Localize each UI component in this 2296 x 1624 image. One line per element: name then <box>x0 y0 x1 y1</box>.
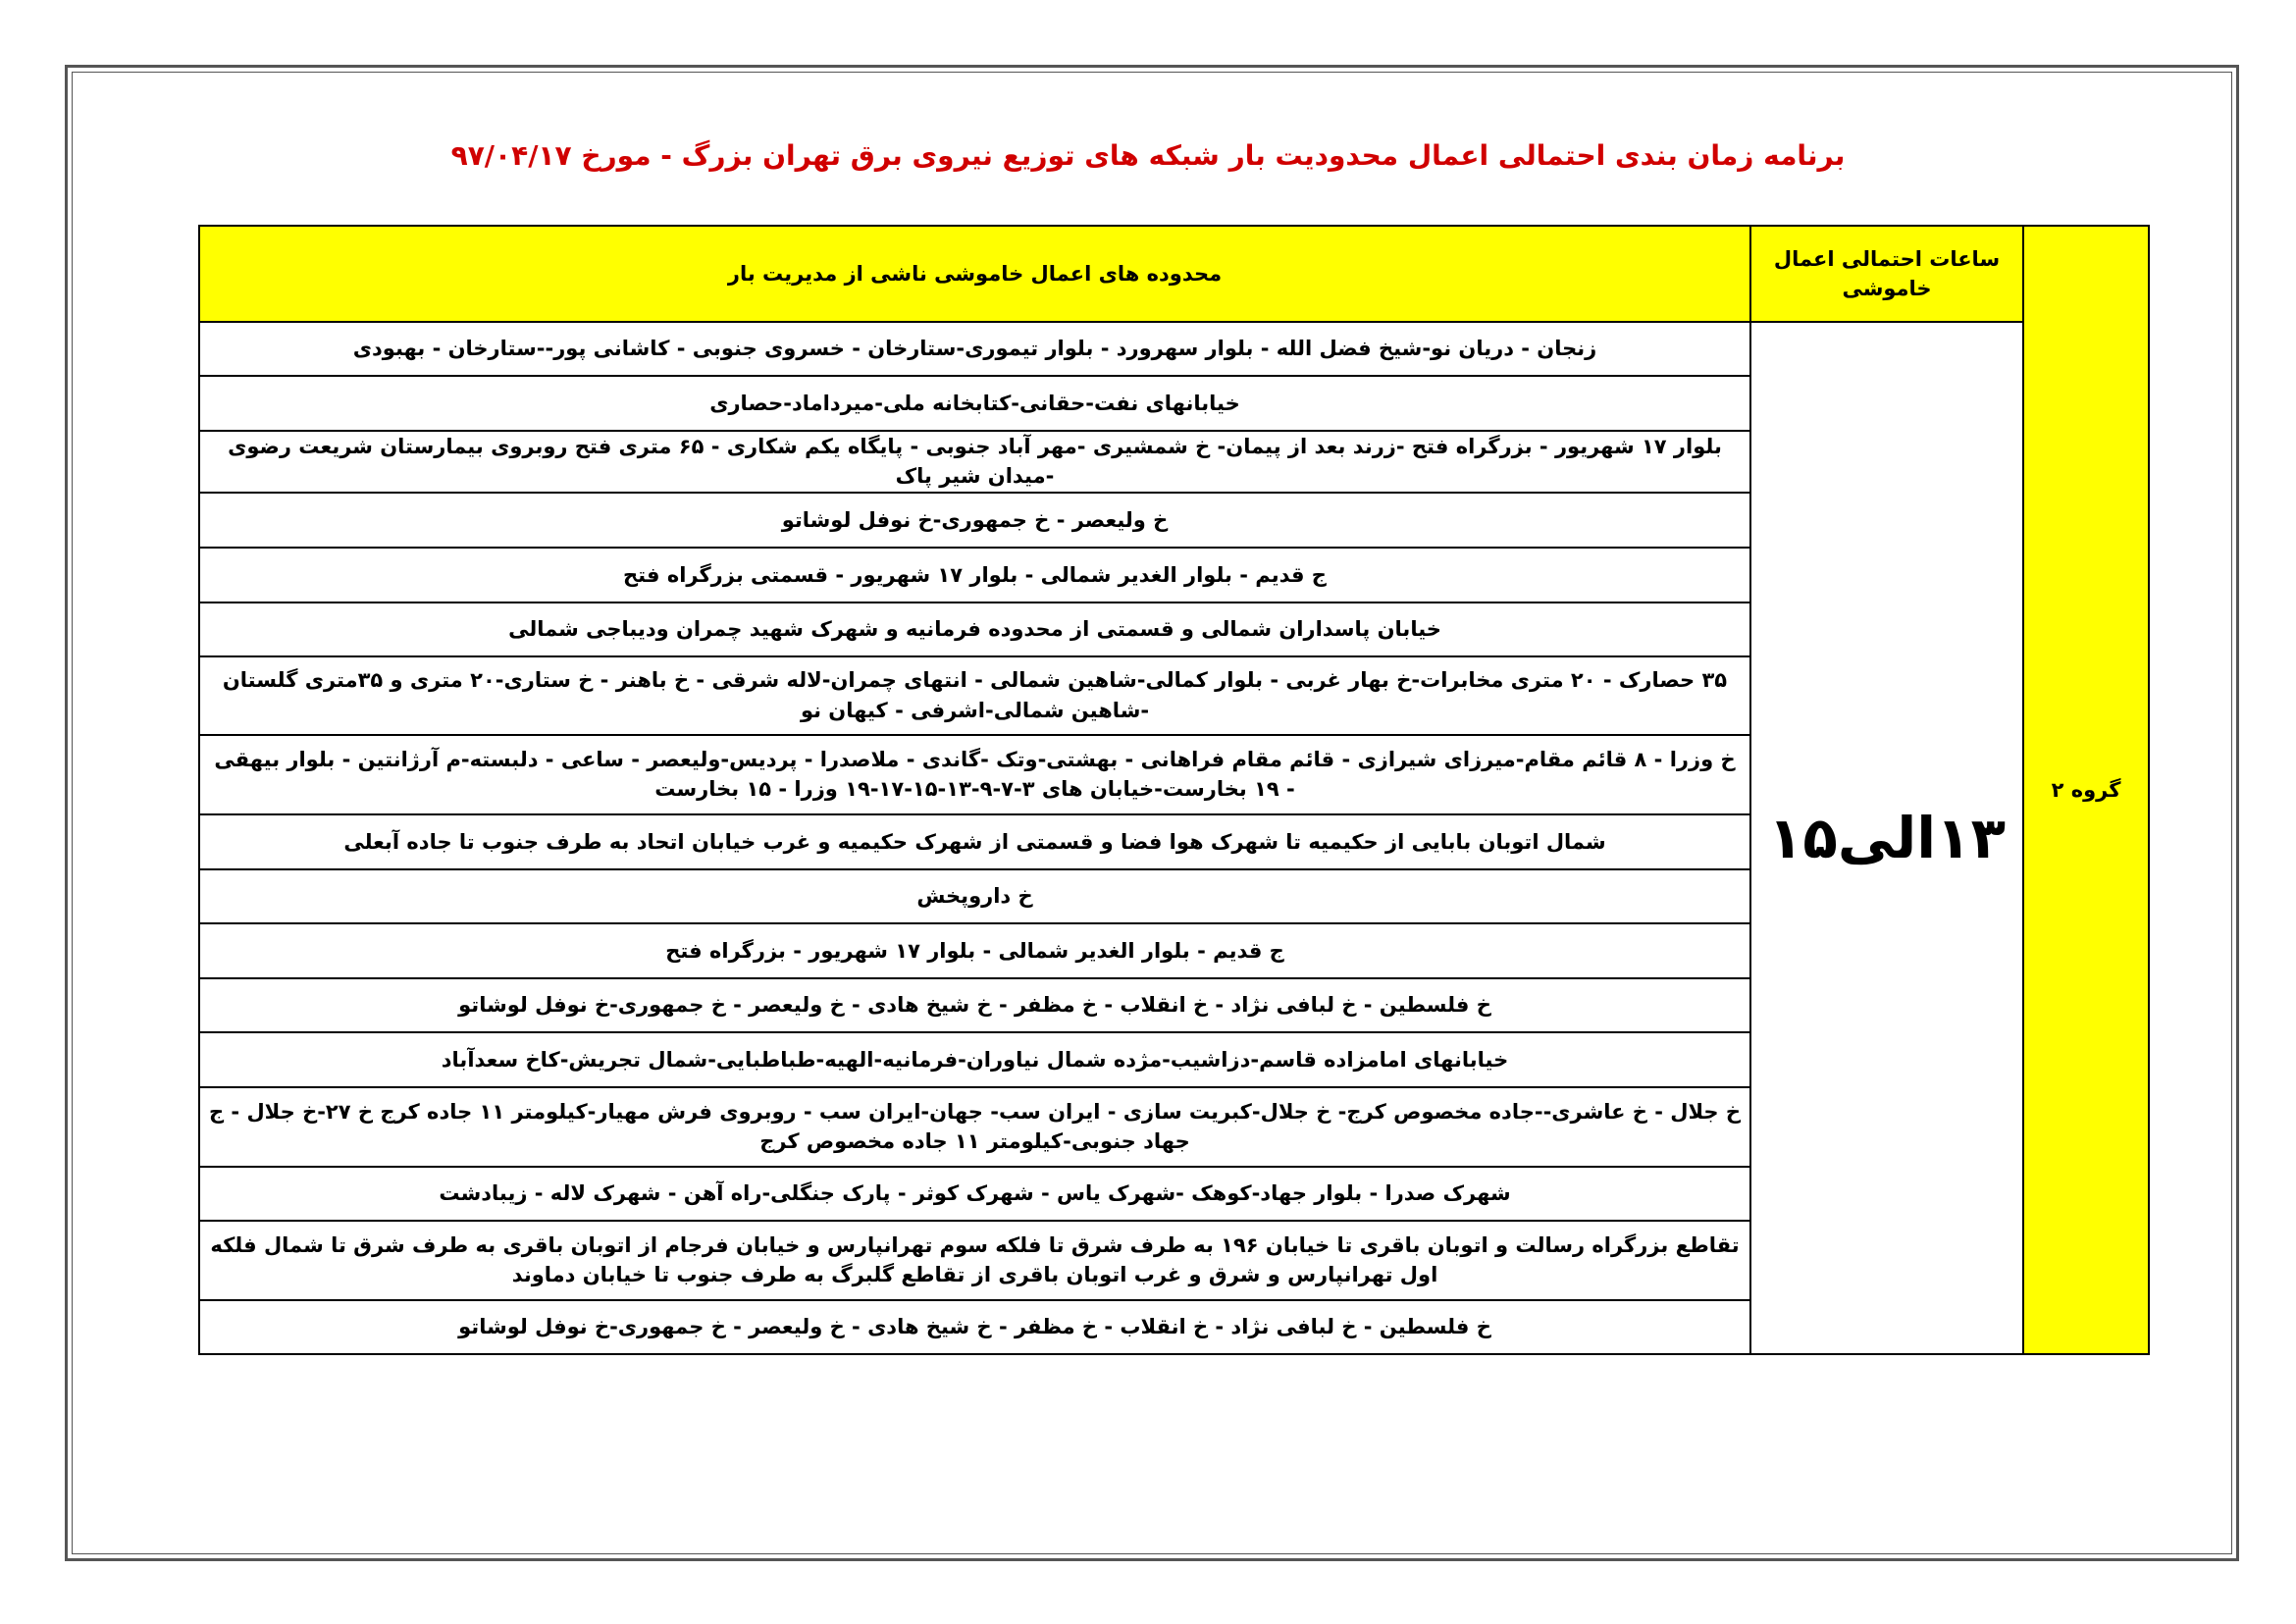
area-cell: ج قدیم - بلوار الغدیر شمالی - بلوار ۱۷ شهریور - بزرگراه فتح <box>199 923 1750 978</box>
area-cell: شمال اتوبان بابایی از حکیمیه تا شهرک هوا فضا و قسمتی از شهرک حکیمیه و غرب خیابان اتحاد به طرف جنوب تا جاده آبعلی <box>199 814 1750 869</box>
area-cell: خ فلسطین - خ لبافی نژاد - خ انقلاب - خ مظفر - خ شیخ هادی - خ ولیعصر - خ جمهوری-خ نوفل لوشاتو <box>199 1300 1750 1354</box>
area-cell: خیابانهای امامزاده قاسم-دزاشیب-مژده شمال نیاوران-فرمانیه-الهیه-طباطبایی-شمال تجریش-کاخ سعدآباد <box>199 1032 1750 1087</box>
area-cell: ج قدیم - بلوار الغدیر شمالی - بلوار ۱۷ شهریور - قسمتی بزرگراه فتح <box>199 548 1750 602</box>
area-cell: خ جلال - خ عاشری--جاده مخصوص کرج- خ جلال-کبریت سازی - ایران سب- جهان-ایران سب - روبروی فرش مهیار-کیلومتر ۱۱ جاده کرج خ ۲۷-خ جلال - ج جهاد جنوبی-کیلومتر ۱۱ جاده مخصوص کرج <box>199 1087 1750 1167</box>
area-cell: خ وزرا - ۸ قائم مقام-میرزای شیرازی - قائم مقام فراهانی - بهشتی-وتک -گاندی - ملاصدرا - پردیس-ولیعصر - ساعی - دلبسته-م آرژانتین - بلوار بیهقی - ۱۹ بخارست-خیابان های ۳-۷-۹-۱۳-۱۵-۱۷-۱۹ وزرا - ۱۵ بخارست <box>199 735 1750 814</box>
areas-column-header: محدوده های اعمال خاموشی ناشی از مدیریت بار <box>199 226 1750 322</box>
area-cell: شهرک صدرا - بلوار جهاد-کوهک -شهرک یاس - شهرک کوثر - پارک جنگلی-راه آهن - شهرک لاله - زیبادشت <box>199 1167 1750 1221</box>
table-header-row <box>199 226 2149 322</box>
area-cell: ۳۵ حصارک - ۲۰ متری مخابرات-خ بهار غربی - بلوار کمالی-شاهین شمالی - انتهای چمران-لاله شرقی - خ باهنر - خ ستاری-۲۰ متری و ۳۵متری گلستان -شاهین شمالی-اشرفی - کیهان نو <box>199 656 1750 735</box>
area-cell: زنجان - دریان نو-شیخ فضل الله - بلوار سهرورد - بلوار تیموری-ستارخان - خسروی جنوبی - کاشانی پور--ستارخان - بهبودی <box>199 322 1750 376</box>
hours-value-cell: ۱۳الی۱۵ <box>1750 322 2023 1354</box>
area-cell: خ ولیعصر - خ جمهوری-خ نوفل لوشاتو <box>199 493 1750 548</box>
group-cell: گروه ۲ <box>2023 226 2149 1354</box>
area-cell: خ داروپخش <box>199 869 1750 923</box>
document-title: برنامه زمان بندی احتمالی اعمال محدودیت بار شبکه های توزیع نیروی برق تهران بزرگ - مورخ ۹۷/۰۴/۱۷ <box>450 139 1846 172</box>
area-cell: بلوار ۱۷ شهریور - بزرگراه فتح -زرند بعد از پیمان- خ شمشیری -مهر آباد جنوبی - پایگاه یکم شکاری - ۶۵ متری فتح روبروی بیمارستان شریعت رضوی -میدان شیر پاک <box>199 431 1750 493</box>
outage-schedule-table <box>198 225 2150 1355</box>
table-row <box>199 322 2149 376</box>
area-cell: خیابانهای نفت-حقانی-کتابخانه ملی-میرداماد-حصاری <box>199 376 1750 431</box>
area-cell: خیابان پاسداران شمالی و قسمتی از محدوده فرمانیه و شهرک شهید چمران ودیباجی شمالی <box>199 602 1750 656</box>
area-cell: خ فلسطین - خ لبافی نژاد - خ انقلاب - خ مظفر - خ شیخ هادی - خ ولیعصر - خ جمهوری-خ نوفل لوشاتو <box>199 978 1750 1032</box>
area-cell: تقاطع بزرگراه رسالت و اتوبان باقری تا خیابان ۱۹۶ به طرف شرق تا فلکه سوم تهرانپارس و خیابان فرجام از اتوبان باقری به طرف شرق تا شمال فلکه اول تهرانپارس و شرق و غرب اتوبان باقری از تقاطع گلبرگ به طرف جنوب تا خیابان دماوند <box>199 1221 1750 1300</box>
hours-column-header: ساعات احتمالی اعمال خاموشی <box>1750 226 2023 322</box>
